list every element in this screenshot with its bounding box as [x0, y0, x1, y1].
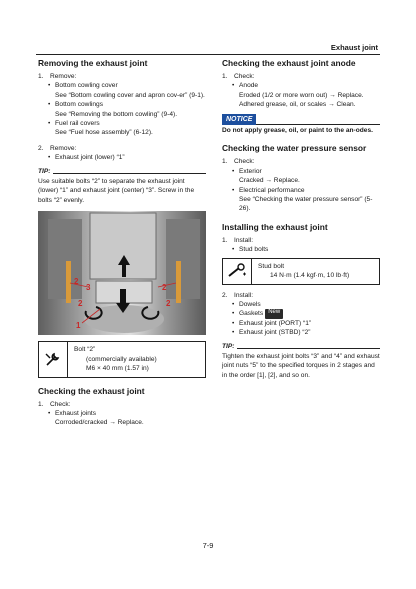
bullet-item — [222, 309, 380, 318]
bullet-item — [222, 186, 380, 195]
tip-heading — [38, 167, 206, 176]
tip-rule — [53, 173, 206, 174]
step-label: Check: — [234, 158, 255, 166]
water-step-1 — [222, 157, 380, 166]
tip-heading — [222, 342, 380, 351]
bullet-icon: • — [232, 167, 235, 175]
bullet-text: Exhaust joint (PORT) “1” — [239, 319, 312, 327]
checking-joint-title: Checking the exhaust joint — [38, 385, 145, 396]
step-label: Check: — [50, 400, 71, 408]
callout-label: 2 — [162, 283, 167, 293]
bullet-item — [38, 119, 206, 128]
bullet-icon: • — [48, 101, 51, 109]
bullet-sub: Eroded (1/2 or more worn out) → Replace. — [239, 91, 364, 99]
bullet-text: Electrical performance — [239, 186, 305, 194]
bullet-sub: Corroded/cracked → Replace. — [55, 419, 144, 427]
step-number: 1. — [38, 400, 44, 408]
callout-label: 1 — [76, 321, 81, 331]
bullet-icon: • — [232, 246, 235, 254]
bullet-item — [38, 153, 206, 162]
bullet-icon: • — [232, 329, 235, 337]
bullet-text: Exhaust joints — [55, 409, 97, 417]
left-housing — [48, 219, 82, 299]
step-number: 1. — [38, 73, 44, 80]
page-number: 7-9 — [202, 541, 214, 550]
right-column — [222, 58, 380, 388]
bullet-item — [38, 409, 206, 418]
bullet-text: Dowels — [239, 300, 261, 308]
bullet-text: Exhaust joint (lower) “1” — [55, 154, 125, 162]
spec-line: Bolt “2” — [74, 346, 96, 354]
bullet-text: Fuel rail covers — [55, 120, 100, 128]
left-column — [38, 58, 206, 436]
bullet-item — [222, 167, 380, 176]
exhaust-joint-photo — [38, 211, 206, 335]
bullet-icon: • — [232, 300, 235, 308]
step-number: 1. — [222, 73, 228, 80]
checking-step-1 — [38, 400, 206, 409]
torque-line: Stud bolt — [258, 262, 285, 270]
new-badge: New — [265, 309, 283, 318]
bullet-icon: • — [232, 310, 235, 318]
removing-title: Removing the exhaust joint — [38, 58, 148, 68]
tip-label: TIP: — [222, 342, 235, 350]
bullet-sub: See “Bottom cowling cover and apron cov-er” (9-1). — [55, 91, 205, 99]
bullet-item — [222, 245, 380, 254]
tip-label: TIP: — [38, 167, 51, 175]
bullet-sub: See “Fuel hose assembly” (6-12). — [55, 129, 153, 137]
bullet-icon: • — [48, 154, 51, 162]
bullet-text: Anode — [239, 82, 259, 90]
removing-section — [38, 58, 206, 428]
torque-spec-box — [222, 258, 380, 285]
bullet-item — [38, 81, 206, 90]
step-number: 1. — [222, 236, 228, 244]
anode-step-1 — [222, 72, 380, 81]
bullet-text: Bottom cowling cover — [55, 82, 118, 90]
bullet-icon: • — [48, 409, 51, 417]
spec-line: M6 × 40 mm (1.57 in) — [86, 365, 149, 373]
notice-badge: NOTICE — [222, 114, 256, 125]
bullet-text: Gaskets — [239, 310, 264, 318]
bullet-item — [222, 300, 380, 309]
callout-label: 2 — [166, 299, 171, 309]
notice-text: Do not apply grease, oil, or paint to the an-odes. — [222, 127, 373, 135]
step-label: Remove: — [50, 73, 77, 80]
bullet-text: Bottom cowlings — [55, 101, 104, 109]
tip-text: Tighten the exhaust joint bolts “3” and “4” and exhaust joint nuts “5” to the specified torques in 2 stages and in the order [1], [2], and so on. — [222, 352, 380, 379]
bullet-icon: • — [48, 82, 51, 90]
bullet-item — [222, 328, 380, 337]
bullet-item — [222, 81, 380, 90]
exhaust-joint-illustration — [38, 211, 206, 335]
torque-wrench-icon — [223, 259, 252, 284]
step-label: Install: — [234, 236, 254, 244]
section-header: Exhaust joint — [330, 43, 378, 52]
removing-step-2 — [38, 144, 206, 153]
tip-text: Use suitable bolts “2” to separate the exhaust joint (lower) “1” and exhaust joint (center) “3”. Screw in the bolts “2” evenly. — [38, 178, 195, 204]
bolt-spec-box — [38, 341, 206, 377]
torque-line: 14 N·m (1.4 kgf·m, 10 lb·ft) — [270, 272, 350, 280]
callout-label: 2 — [78, 299, 83, 309]
right-housing — [166, 219, 200, 299]
installing-title: Installing the exhaust joint — [222, 221, 328, 232]
bullet-text: Stud bolts — [239, 246, 269, 254]
bullet-sub: Cracked → Replace. — [239, 177, 300, 185]
spec-line: (commercially available) — [86, 355, 157, 363]
bullet-sub: See “Removing the bottom cowling” (9-4). — [55, 110, 178, 118]
water-sensor-section — [222, 143, 380, 213]
removing-step-1 — [38, 72, 206, 81]
bolt-right — [176, 261, 181, 303]
tip-rule — [237, 348, 380, 349]
bullet-text: Exhaust joint (STBD) “2” — [239, 329, 311, 337]
bullet-icon: • — [232, 82, 235, 90]
bullet-icon: • — [48, 120, 51, 128]
step-label: Remove: — [50, 144, 77, 152]
anode-title: Checking the exhaust joint anode — [222, 58, 356, 68]
bullet-icon: • — [232, 186, 235, 194]
step-number: 1. — [222, 158, 228, 166]
step-number: 2. — [222, 291, 228, 299]
bullet-item — [38, 100, 206, 109]
bullet-sub: Adhered grease, oil, or scales → Clean. — [239, 101, 356, 109]
step-number: 2. — [38, 144, 44, 152]
wrench-icon — [39, 342, 68, 376]
water-sensor-title: Checking the water pressure sensor — [222, 143, 367, 154]
anode-section — [222, 58, 380, 135]
step-label: Install: — [234, 291, 254, 299]
bolt-left — [66, 261, 71, 303]
callout-label: 3 — [86, 283, 91, 293]
install-step-1 — [222, 236, 380, 245]
header-rule — [36, 54, 380, 55]
bullet-icon: • — [232, 319, 235, 327]
install-step-2 — [222, 291, 380, 300]
bullet-item — [222, 319, 380, 328]
installing-section — [222, 222, 380, 380]
bullet-text: Exterior — [239, 167, 262, 175]
callout-label: 2 — [74, 277, 79, 287]
step-label: Check: — [234, 73, 255, 80]
bullet-sub: See “Checking the water pressure sensor” (5-26). — [239, 196, 373, 213]
